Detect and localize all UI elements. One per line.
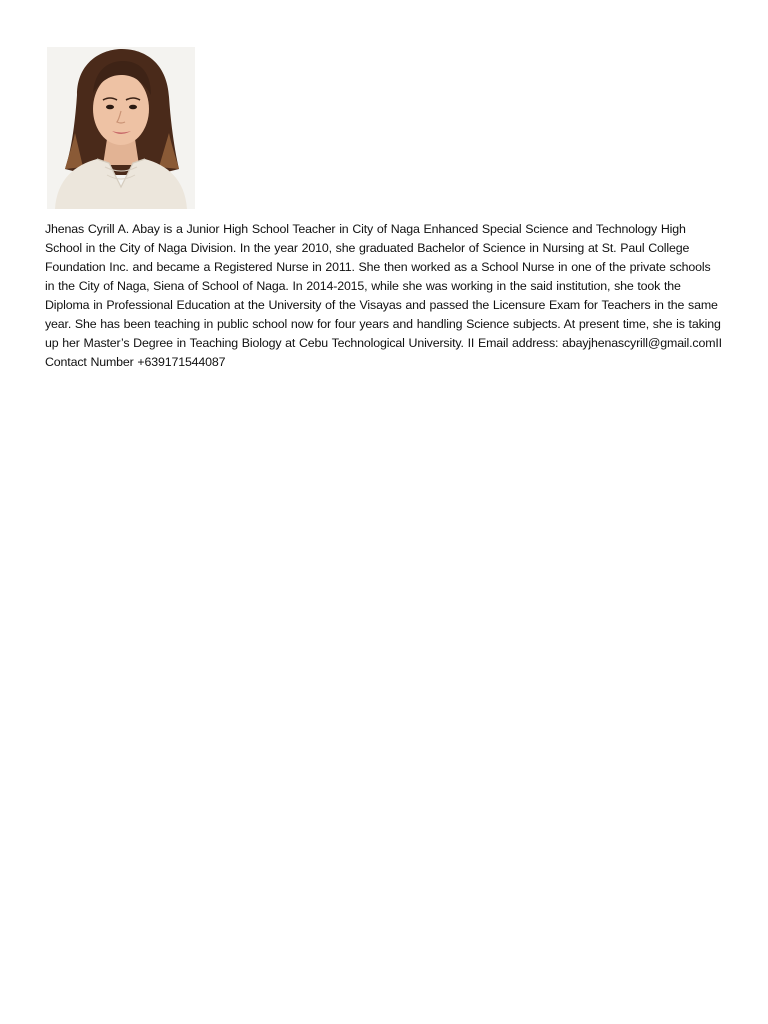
portrait-image xyxy=(47,47,195,209)
portrait-photo xyxy=(47,47,195,209)
biography-paragraph: Jhenas Cyrill A. Abay is a Junior High School Teacher in City of Naga Enhanced Special Science and Technology High School in the City of Naga Division. In the year 2010, she graduated Bachelor of Science in Nursing at St. Paul College Foundation Inc. and became a Registered Nurse in 2011. She then worked as a School Nurse in one of the private schools in the City of Naga, Siena of School of Naga. In 2014-2015, while she was working in the said institution, she took the Diploma in Professional Education at the University of the Visayas and passed the Licensure Exam for Teachers in the same year. She has been teaching in public school now for four years and handling Science subjects. At present time, she is taking up her Master’s Degree in Teaching Biology at Cebu Technological University. II Email address: abayjhenascyrill@gmail.comII Contact Number +639171544087 xyxy=(45,222,722,369)
